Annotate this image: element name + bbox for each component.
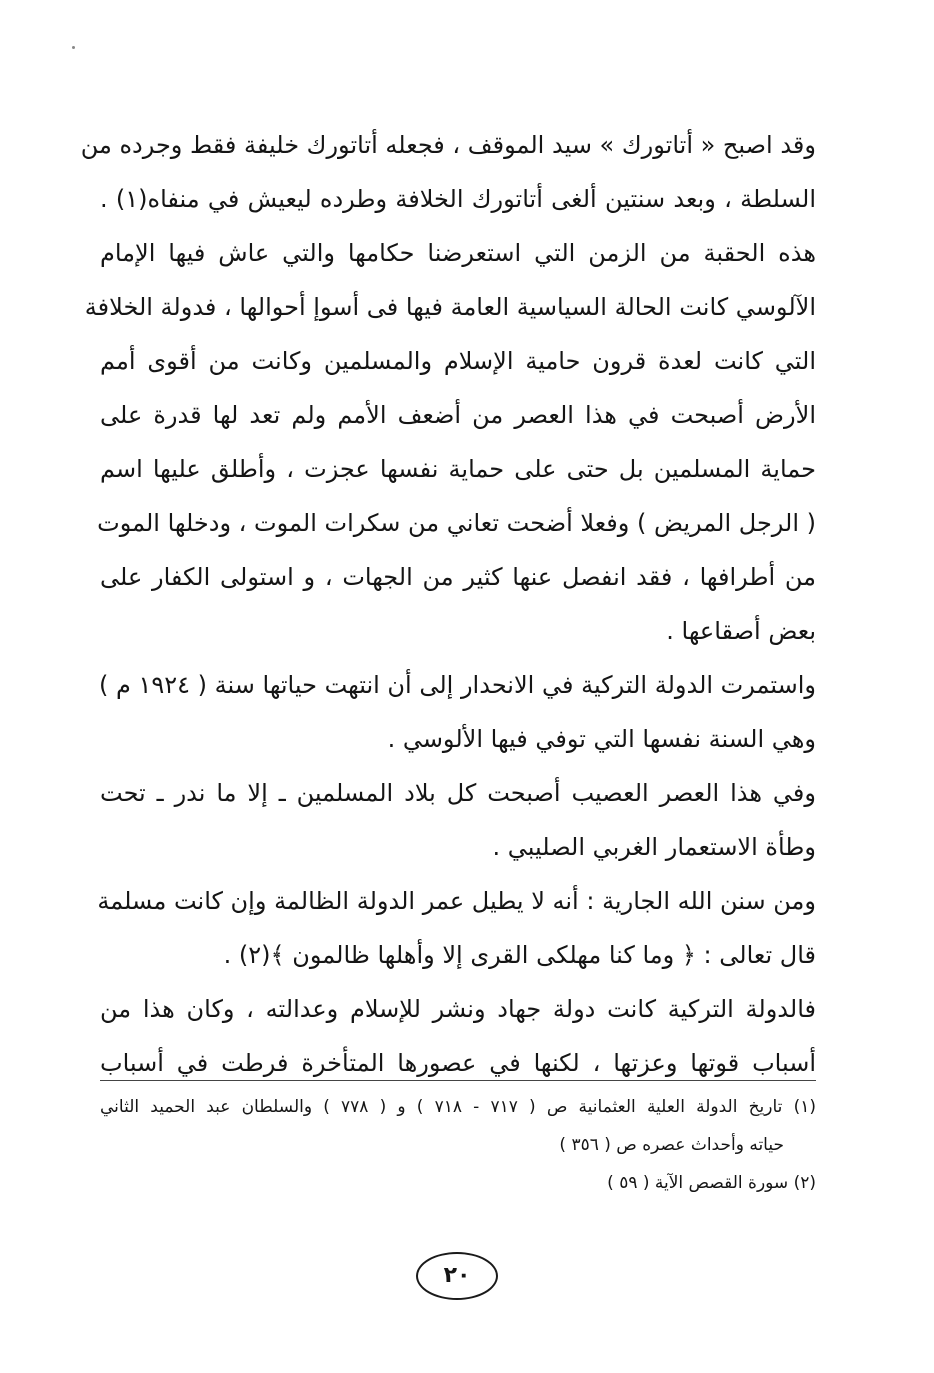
text-line: حماية المسلمين بل حتى على حماية نفسها عجزت ، وأطلق عليها اسم <box>100 455 816 483</box>
text-line: التي كانت لعدة قرون حامية الإسلام والمسلمين وكانت من أقوى أمم <box>100 347 816 375</box>
text-line: من أطرافها ، فقد انفصل عنها كثير من الجهات ، و استولى الكفار على <box>100 563 816 591</box>
footnote-2: (٢) سورة القصص الآية ( ٥٩ ) <box>607 1173 816 1193</box>
page-number: ٢٠ <box>416 1252 498 1300</box>
scan-speck <box>72 46 75 49</box>
text-line: واستمرت الدولة التركية في الانحدار إلى أن انتهت حياتها سنة ( ١٩٢٤ م ) <box>98 671 816 699</box>
text-line: هذه الحقبة من الزمن التي استعرضنا حكامها والتي عاش فيها الإمام <box>100 239 816 267</box>
text-line: فالدولة التركية كانت دولة جهاد ونشر للإسلام وعدالته ، وكان هذا من <box>100 995 816 1023</box>
footnote-1-continuation: حياته وأحداث عصره ص ( ٣٥٦ ) <box>559 1135 784 1155</box>
text-line-underlined: أسباب قوتها وعزتها ، لكنها في عصورها المتأخرة فرطت في أسباب <box>100 1049 816 1077</box>
text-line: ( الرجل المريض ) وفعلا أضحت تعاني من سكرات الموت ، ودخلها الموت <box>97 509 816 537</box>
text-line: ومن سنن الله الجارية : أنه لا يطيل عمر الدولة الظالمة وإن كانت مسلمة <box>97 887 816 915</box>
text-line: الآلوسي كانت الحالة السياسية العامة فيها فى أسوإ أحوالها ، فدولة الخلافة <box>84 293 816 321</box>
text-line: بعض أصقاعها . <box>666 617 816 645</box>
footnote-1: (١) تاريخ الدولة العلية العثمانية ص ( ٧١٧ - ٧١٨ ) و ( ٧٧٨ ) والسلطان عبد الحميد الثاني <box>100 1097 816 1117</box>
text-line: قال تعالى : ﴿ وما كنا مهلكى القرى إلا وأهلها ظالمون ﴾(٢) . <box>223 941 816 969</box>
text-line: وقد اصبح « أتاتورك » سيد الموقف ، فجعله أتاتورك خليفة فقط وجرده من <box>80 131 816 159</box>
text-line: وفي هذا العصر العصيب أصبحت كل بلاد المسلمين ـ إلا ما ندر ـ تحت <box>100 779 816 807</box>
text-line: وطأة الاستعمار الغربي الصليبي . <box>492 833 816 861</box>
footnotes <box>100 1088 816 1202</box>
text-line: الأرض أصبحت في هذا العصر من أضعف الأمم ولم تعد لها قدرة على <box>100 401 816 429</box>
text-line: السلطة ، وبعد سنتين ألغى أتاتورك الخلافة وطرده ليعيش في منفاه(١) . <box>100 185 816 213</box>
text-line: وهي السنة نفسها التي توفي فيها الألوسي . <box>387 725 816 753</box>
main-text-block <box>80 118 816 1090</box>
